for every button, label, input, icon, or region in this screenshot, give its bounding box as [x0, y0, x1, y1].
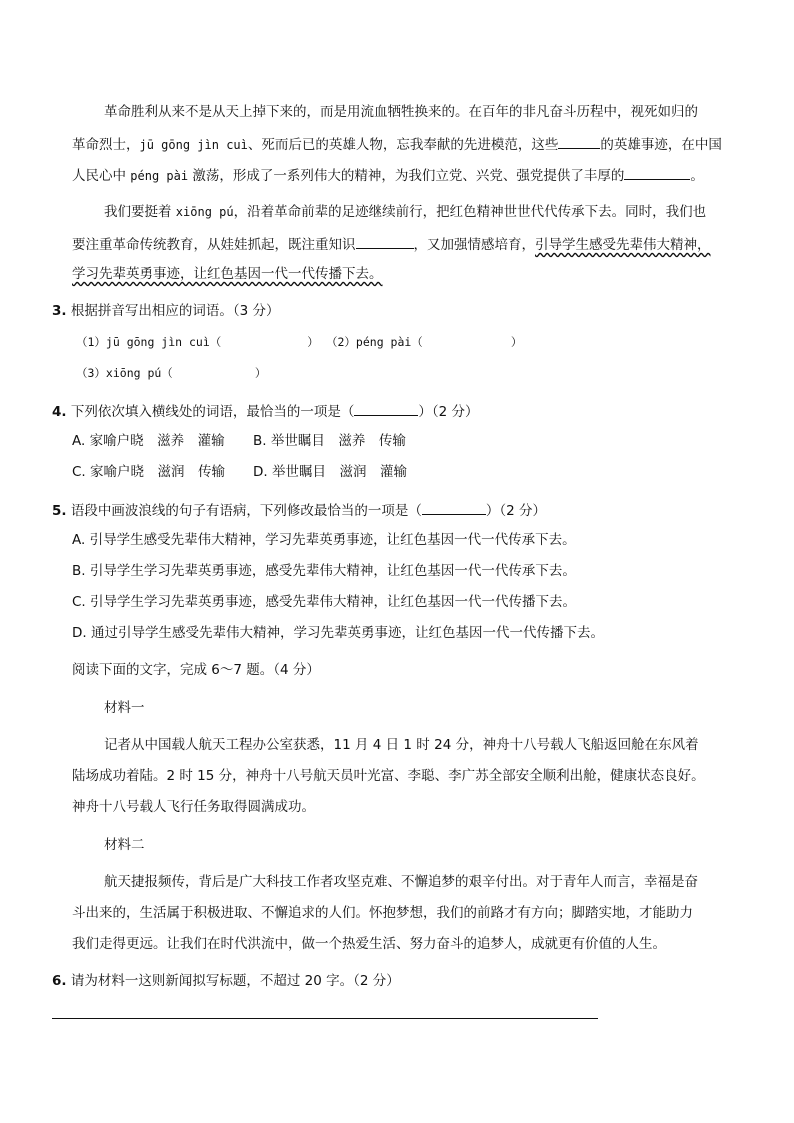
material-1-line — [104, 736, 699, 754]
question-number: 5. — [52, 503, 67, 519]
q3-item-3-text: （3）xiōng pú（ — [76, 366, 173, 380]
passage-text: 革命烈士， — [72, 137, 140, 153]
q5-option-a — [72, 531, 576, 549]
question-text: 语段中画波浪线的句子有语病，下列修改最恰当的一项是（ — [70, 503, 422, 519]
question-4 — [52, 401, 478, 421]
q3-item-1 — [76, 333, 319, 351]
option-text: B. 举世瞩目 滋养 传输 — [253, 433, 406, 449]
question-text: 请为材料一这则新闻拟写标题，不超过 20 字。（2 分） — [70, 973, 400, 989]
q5-option-c — [72, 593, 576, 611]
passage-line — [72, 134, 722, 154]
wavy-underlined-sentence: 引导学生感受先辈伟大精神， — [535, 237, 711, 253]
material-title: 材料二 — [104, 837, 145, 853]
fill-blank — [422, 500, 486, 515]
answer-line[interactable] — [52, 1018, 598, 1019]
material-title: 材料一 — [104, 700, 145, 716]
material-text: 神舟十八号载人飞行任务取得圆满成功。 — [72, 799, 315, 815]
material-2-line — [72, 935, 666, 953]
q4-option-b — [253, 432, 406, 450]
option-text: D. 通过引导学生感受先辈伟大精神，学习先辈英勇事迹，让红色基因一代一代传播下去。 — [72, 625, 604, 641]
fill-blank — [558, 134, 600, 149]
question-6 — [52, 972, 400, 990]
pinyin-text: xiōng pú — [175, 205, 234, 219]
question-number: 3. — [52, 303, 67, 319]
fill-blank — [356, 234, 414, 249]
passage-line — [72, 265, 383, 283]
option-text: A. 家喻户晓 滋养 灌输 — [72, 433, 225, 449]
question-score: ）（2 分） — [485, 503, 546, 519]
option-text: C. 家喻户晓 滋润 传输 — [72, 464, 226, 480]
passage-text: 革命胜利从来不是从天上掉下来的，而是用流血牺牲换来的。在百年的非凡奋斗历程中，视死如归的 — [104, 104, 698, 120]
passage-text: 、死而后已的英雄人物，忘我奉献的先进模范，这些 — [247, 137, 559, 153]
passage-line — [104, 103, 698, 121]
material-text: 陆场成功着陆。2 时 15 分，神舟十八号航天员叶光富、李聪、李广苏全部安全顺利出舱，健康状态良好。 — [72, 768, 705, 784]
passage-text: 激荡，形成了一系列伟大的精神，为我们立党、兴党、强党提供了丰厚的 — [188, 168, 625, 184]
passage-text: 要注重革命传统教育，从娃娃抓起，既注重知识 — [72, 237, 356, 253]
passage-text: 的英雄事迹，在中国 — [600, 137, 722, 153]
q3-item-1-text: （1）jū gōng jìn cuì（ — [76, 335, 222, 349]
q3-item-2 — [326, 333, 522, 351]
q3-item-2-close: ） — [510, 335, 523, 349]
option-text: A. 引导学生感受先辈伟大精神，学习先辈英勇事迹，让红色基因一代一代传承下去。 — [72, 532, 576, 548]
material-2-title — [104, 836, 145, 854]
material-1-line — [72, 798, 315, 816]
material-text: 记者从中国载人航天工程办公室获悉，11 月 4 日 1 时 24 分，神舟十八号载人飞船返回舱在东风着 — [104, 737, 699, 753]
fill-blank — [354, 401, 418, 416]
material-2-line — [104, 873, 698, 891]
wavy-underlined-sentence: 学习先辈英勇事迹，让红色基因一代一代传播下去。 — [72, 266, 383, 282]
passage-text: ，沿着革命前辈的足迹继续前行，把红色精神世世代代传承下去。同时，我们也 — [233, 204, 707, 220]
question-score: ）（2 分） — [418, 404, 479, 420]
material-2-line — [72, 904, 693, 922]
reading-intro — [72, 661, 320, 679]
question-number: 6. — [52, 973, 67, 989]
q4-option-a — [72, 432, 225, 450]
q4-option-c — [72, 463, 225, 481]
material-text: 斗出来的，生活属于积极进取、不懈追求的人们。怀抱梦想，我们的前路才有方向；脚踏实地，才能助力 — [72, 905, 693, 921]
passage-text: 。 — [690, 168, 704, 184]
q5-option-d — [72, 624, 604, 642]
q5-option-b — [72, 562, 576, 580]
q4-option-d — [253, 463, 407, 481]
q3-item-1-close: ） — [307, 335, 319, 349]
material-1-line — [72, 767, 705, 785]
passage-text: ，又加强情感培育， — [413, 237, 535, 253]
passage-text: 我们要挺着 — [104, 204, 176, 220]
question-3 — [52, 302, 279, 320]
option-text: B. 引导学生学习先辈英勇事迹，感受先辈伟大精神，让红色基因一代一代传承下去。 — [72, 563, 576, 579]
option-text: D. 举世瞩目 滋润 灌输 — [253, 464, 407, 480]
q3-item-2-text: （2）péng pài（ — [326, 335, 423, 349]
passage-text: 人民心中 — [72, 168, 131, 184]
passage-line — [72, 234, 711, 254]
passage-line — [104, 203, 706, 221]
passage-line — [72, 165, 704, 185]
question-number: 4. — [52, 404, 67, 420]
pinyin-text: péng pài — [130, 169, 189, 183]
q3-item-3 — [76, 364, 266, 382]
material-1-title — [104, 699, 145, 717]
question-5 — [52, 500, 546, 520]
material-text: 我们走得更远。让我们在时代洪流中，做一个热爱生活、努力奋斗的追梦人，成就更有价值的人生。 — [72, 936, 666, 952]
pinyin-text: jū gōng jìn cuì — [139, 138, 248, 152]
question-text: 根据拼音写出相应的词语。（3 分） — [70, 303, 280, 319]
material-text: 航天捷报频传，背后是广大科技工作者攻坚克难、不懈追梦的艰辛付出。对于青年人而言，幸福是奋 — [104, 874, 698, 890]
reading-intro-text: 阅读下面的文字，完成 6～7 题。（4 分） — [72, 662, 320, 678]
question-text: 下列依次填入横线处的词语，最恰当的一项是（ — [70, 404, 355, 420]
fill-blank — [624, 165, 690, 180]
q3-item-3-close: ） — [254, 366, 267, 380]
option-text: C. 引导学生学习先辈英勇事迹，感受先辈伟大精神，让红色基因一代一代传播下去。 — [72, 594, 577, 610]
